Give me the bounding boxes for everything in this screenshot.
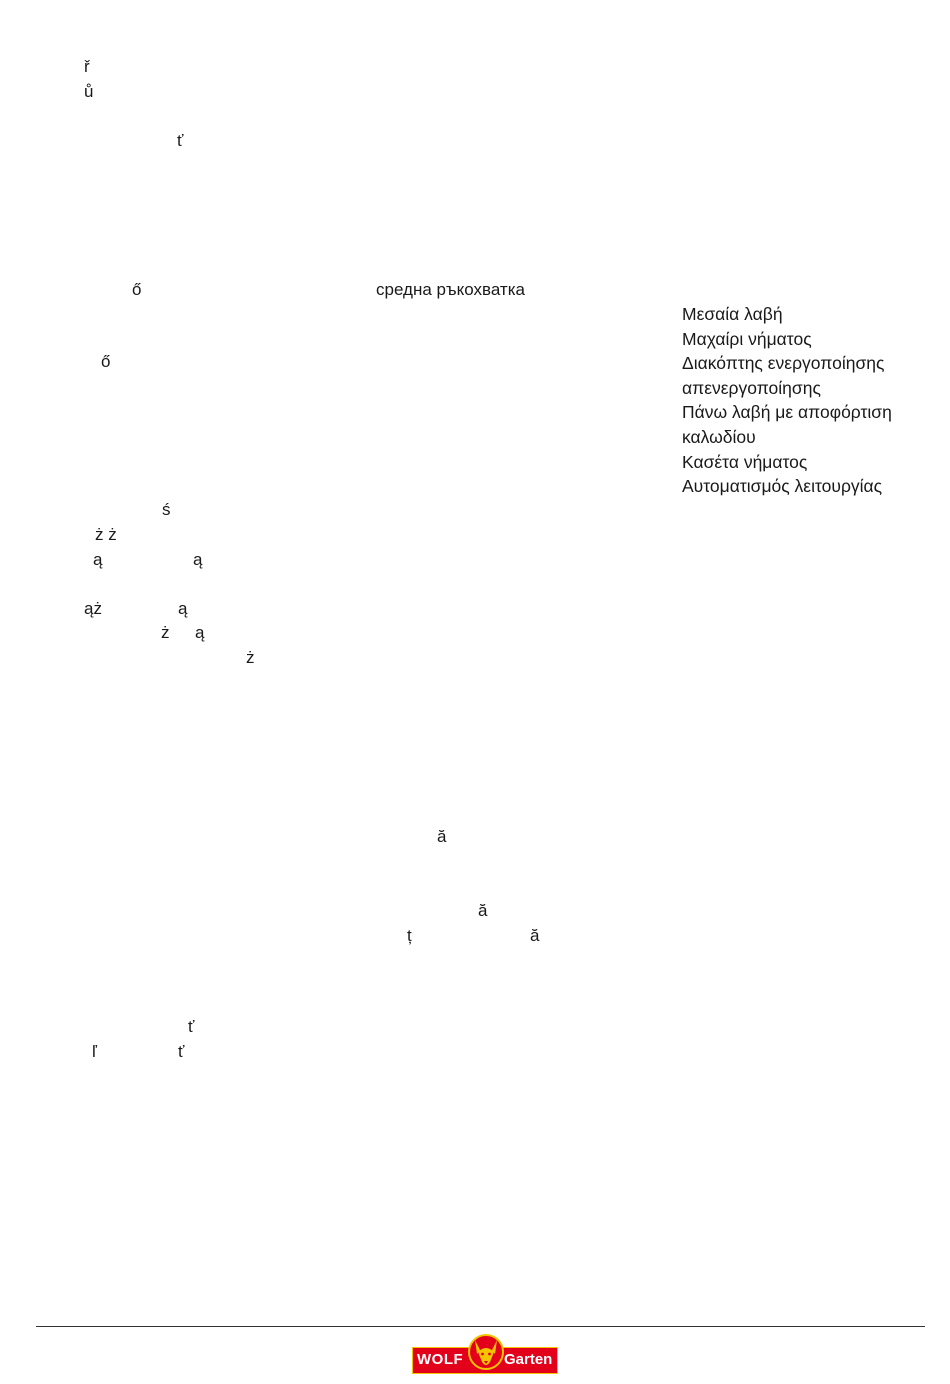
text-fragment: ą	[93, 550, 103, 569]
text-fragment: ś	[162, 500, 171, 519]
text-fragment: ť	[178, 1042, 185, 1061]
logo-text-left: WOLF	[417, 1351, 464, 1368]
list-item: Μαχαίρι νήματος	[682, 328, 812, 349]
text-fragment: ąż	[84, 599, 102, 618]
list-item: Μεσαία λαβή	[682, 304, 783, 324]
text-fragment: ť	[188, 1017, 195, 1036]
text-fragment: ą	[178, 599, 188, 618]
text-fragment: ą	[195, 623, 205, 642]
fox-head-icon	[468, 1330, 504, 1376]
text-fragment: ő	[101, 352, 111, 371]
list-item: Αυτοματισμός λειτουργίας	[682, 476, 883, 497]
logo-text-right: Garten	[504, 1351, 553, 1368]
text-fragment: ą	[193, 550, 203, 569]
list-item: Πάνω λαβή με αποφόρτιση	[682, 402, 892, 423]
text-fragment: ă	[437, 827, 447, 846]
list-item: καλωδίου	[682, 426, 756, 447]
list-item: Κασέτα νήματος	[682, 451, 808, 472]
greek-parts-list	[682, 302, 892, 499]
text-fragment: ľ	[92, 1042, 97, 1061]
text-fragment: ż	[246, 648, 255, 667]
footer-divider	[36, 1326, 925, 1327]
text-fragment: ă	[478, 901, 488, 920]
list-item: Διακόπτης ενεργοποίησης	[682, 353, 885, 374]
text-fragment: ż ż	[95, 525, 117, 544]
list-item: απενεργοποίησης	[682, 377, 821, 398]
wolf-garten-logo	[412, 1330, 558, 1376]
text-fragment: ż	[161, 623, 170, 642]
text-fragment: ă	[530, 926, 540, 945]
text-fragment: ť	[177, 131, 184, 150]
text-fragment: ř	[84, 57, 90, 76]
text-fragment: ů	[84, 82, 94, 101]
text-fragment: ț	[407, 926, 412, 945]
text-fragment: ő	[132, 280, 142, 299]
bulgarian-label: средна ръкохватка	[376, 280, 525, 299]
